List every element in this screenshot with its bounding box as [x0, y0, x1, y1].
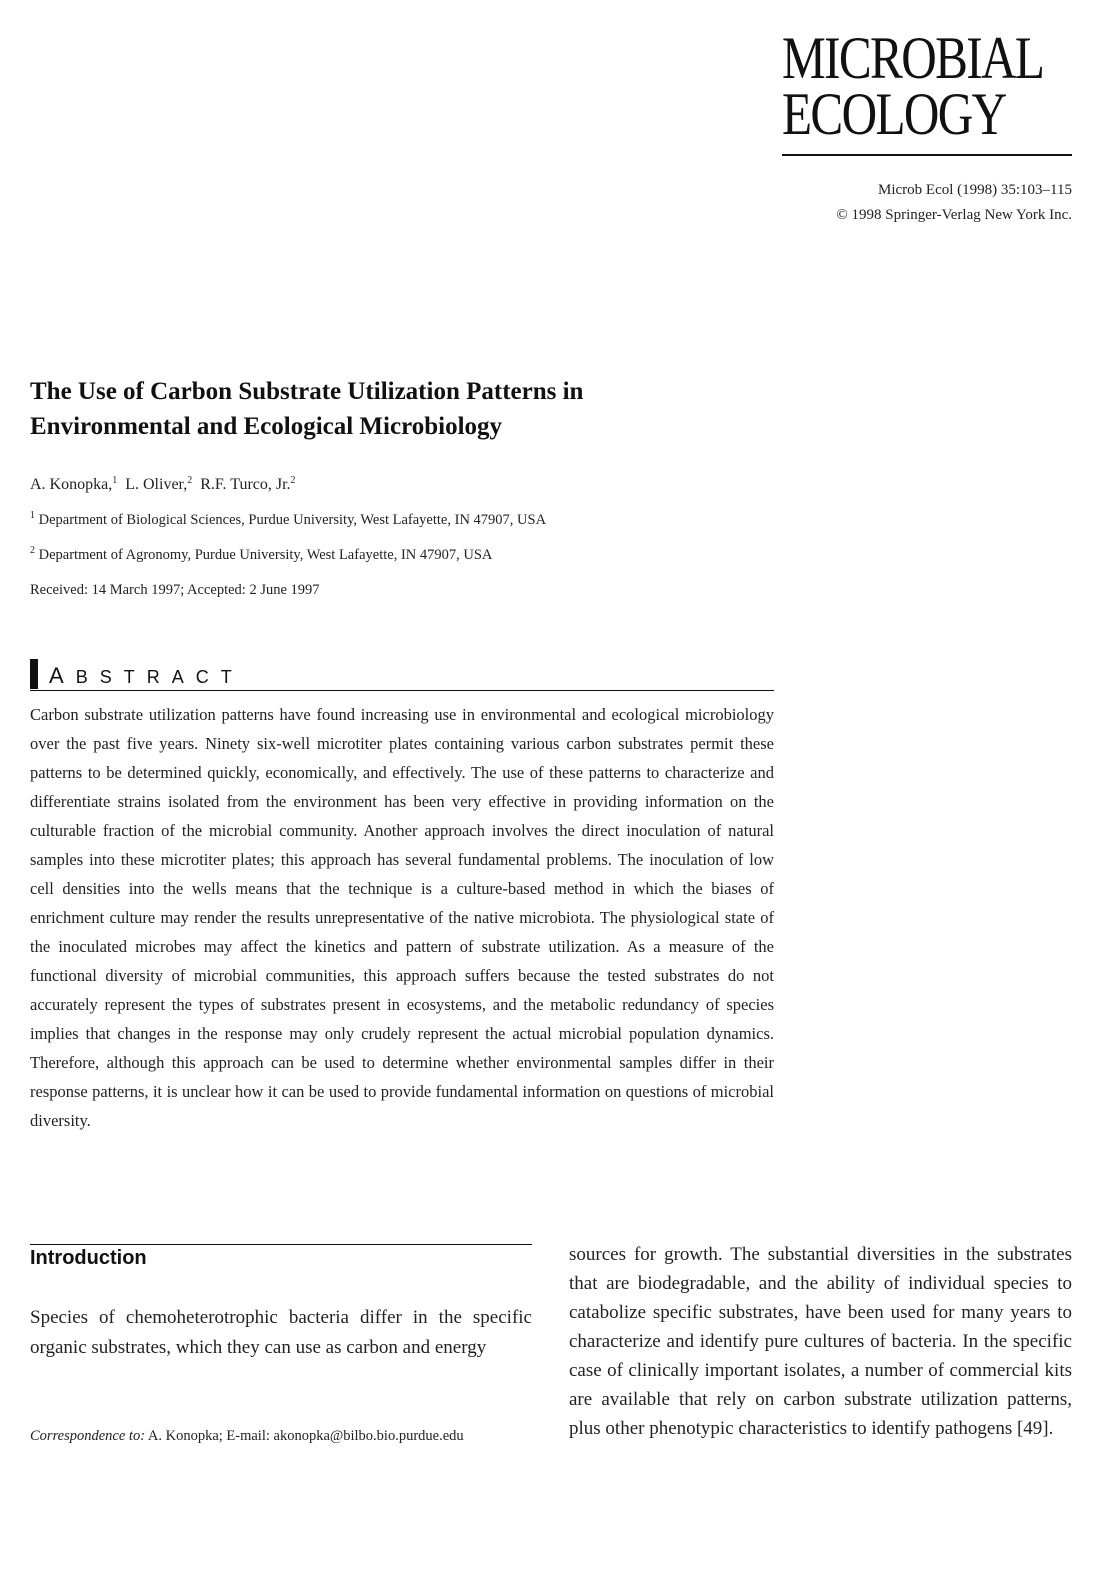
author-name: A. Konopka, [30, 476, 113, 493]
logo-line-2: ECOLOGY [782, 81, 1006, 147]
author-affil-mark: 2 [187, 475, 193, 486]
author-name: L. Oliver, [125, 476, 188, 493]
abstract-heading [30, 657, 774, 691]
affiliation-text: Department of Agronomy, Purdue University, West Lafayette, IN 47907, USA [38, 547, 493, 563]
intro-right-column: sources for growth. The substantial diversities in the substrates that are biodegradable, and the ability of individual species to catabolize specific substrates, have been used for many years to characterize and identify pure cultures of bacteria. In the specific case of clinically important isolates, a number of commercial kits are available that rely on carbon substrate utilization patterns, plus other phenotypic characteristics to identify pathogens [49]. [569, 1244, 1072, 1439]
abstract-heading-label: ABSTRACT [49, 663, 244, 688]
affiliation-mark: 2 [30, 545, 35, 556]
title-line-2: Environmental and Ecological Microbiology [30, 413, 503, 440]
citation: Microb Ecol (1998) 35:103–115 [878, 182, 1072, 198]
received-dates: Received: 14 March 1997; Accepted: 2 June 1997 [30, 582, 320, 598]
abstract-heading-bar [30, 659, 38, 689]
affiliation-mark: 1 [30, 510, 35, 521]
affiliation [30, 547, 492, 564]
author-list [30, 476, 296, 494]
author-affil-mark: 1 [112, 475, 118, 486]
intro-left-column: Species of chemoheterotrophic bacteria differ in the specific organic substrates, which they can use as carbon and energy [30, 1307, 532, 1358]
citation-block [836, 178, 1072, 228]
correspondence-note [30, 1425, 532, 1448]
correspondence-label: Correspondence to: [30, 1428, 146, 1444]
section-heading: Introduction [30, 1247, 147, 1269]
correspondence-text: A. Konopka; E-mail: akonopka@bilbo.bio.purdue.edu [147, 1428, 464, 1444]
affiliation [30, 512, 546, 529]
affiliation-text: Department of Biological Sciences, Purdue University, West Lafayette, IN 47907, USA [38, 512, 547, 528]
title-line-1: The Use of Carbon Substrate Utilization Patterns in [30, 378, 584, 405]
journal-logo [782, 25, 1074, 147]
copyright: © 1998 Springer-Verlag New York Inc. [836, 207, 1072, 223]
author-affil-mark: 2 [290, 475, 296, 486]
author-name: R.F. Turco, Jr. [200, 476, 291, 493]
abstract-text: Carbon substrate utilization patterns have found increasing use in environmental and ecological microbiology over the past five years. Ninety six-well microtiter plates containing various carbon substrates permit these patterns to be determined quickly, economically, and effectively. The use of these patterns to characterize and differentiate strains isolated from the environment has been very effective in providing information on the culturable fraction of the microbial community. Another approach involves the direct inoculation of natural samples into these microtiter plates; this approach has several fundamental problems. The inoculation of low cell densities into the wells means that the technique is a culture-based method in which the biases of enrichment culture may render the results unrepresentative of the native microbiota. The physiological state of the inoculated microbes may affect the kinetics and pattern of substrate utilization. As a measure of the functional diversity of microbial communities, this approach suffers because the tested substrates do not accurately represent the types of substrates present in ecosystems, and the metabolic redundancy of species implies that changes in the response may only crudely represent the actual microbial population dynamics. Therefore, although this approach can be used to determine whether environmental samples differ in their response patterns, it is unclear how it can be used to provide fundamental information on questions of microbial diversity. [30, 705, 774, 1130]
logo-rule [782, 154, 1072, 156]
logo-line-1: MICROBIAL [782, 25, 1044, 91]
article-title [30, 374, 730, 444]
